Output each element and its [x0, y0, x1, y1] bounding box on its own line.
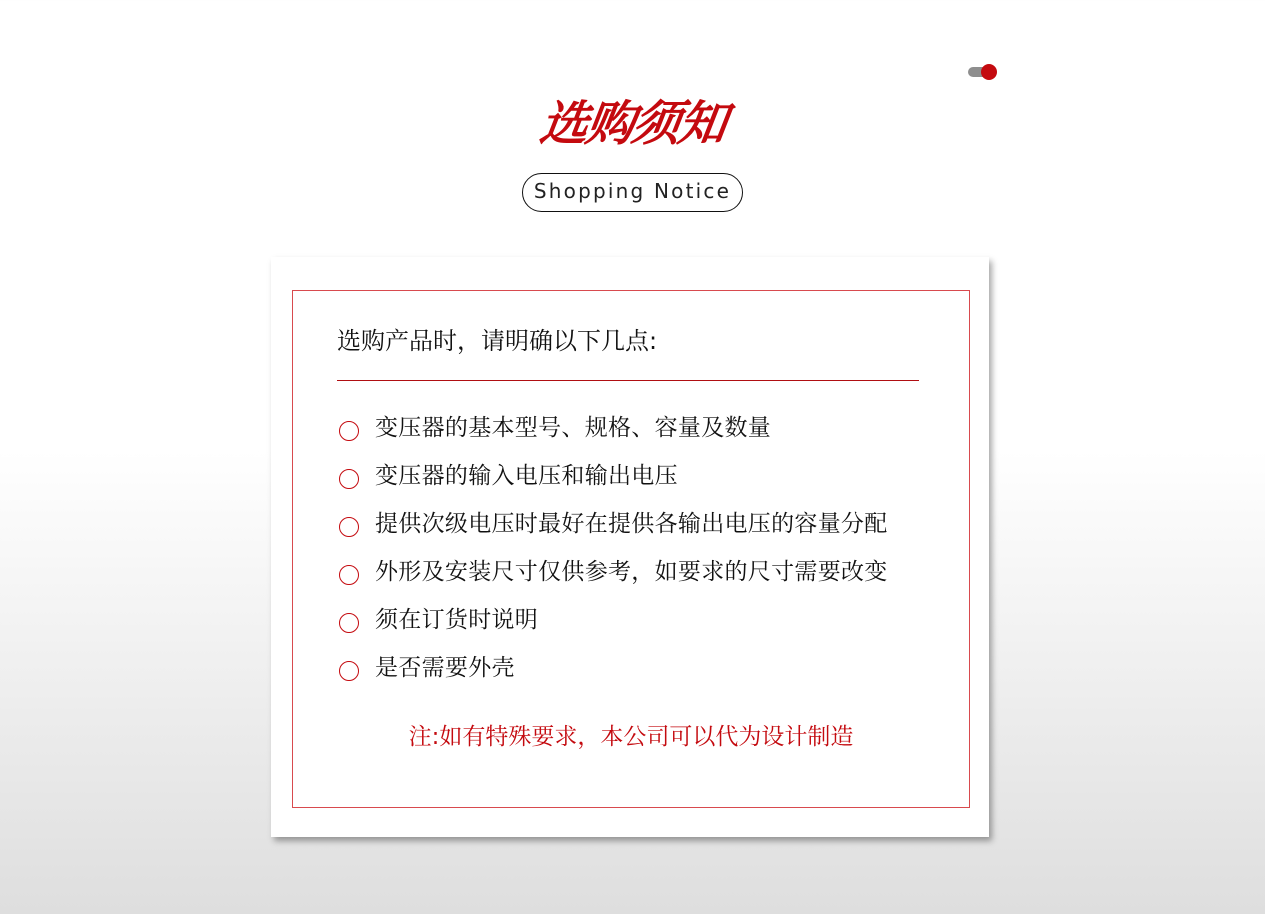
list-item [339, 452, 888, 500]
list-item-text: 变压器的输入电压和输出电压 [375, 463, 678, 489]
list-item-text: 须在订货时说明 [375, 607, 539, 633]
circle-bullet-icon [339, 421, 359, 441]
toggle-knob [981, 64, 997, 80]
list-item-text: 变压器的基本型号、规格、容量及数量 [375, 415, 772, 441]
notice-card [271, 257, 989, 837]
notice-heading: 选购产品时，请明确以下几点: [337, 327, 658, 355]
list-item-text: 是否需要外壳 [375, 655, 515, 681]
list-item-text: 提供次级电压时最好在提供各输出电压的容量分配 [375, 511, 888, 537]
notice-frame [292, 290, 970, 808]
list-item [339, 500, 888, 548]
circle-bullet-icon [339, 661, 359, 681]
circle-bullet-icon [339, 613, 359, 633]
circle-bullet-icon [339, 469, 359, 489]
list-item [339, 548, 888, 596]
circle-bullet-icon [339, 565, 359, 585]
circle-bullet-icon [339, 517, 359, 537]
list-item [339, 404, 888, 452]
heading-divider [337, 380, 919, 381]
special-request-note: 注:如有特殊要求，本公司可以代为设计制造 [408, 724, 854, 750]
notice-list [339, 404, 888, 692]
page-title: 选购须知 [536, 96, 729, 152]
toggle-switch[interactable] [968, 64, 997, 80]
list-item [339, 644, 888, 692]
subtitle-pill: Shopping Notice [522, 173, 743, 212]
subtitle-container [0, 173, 1265, 212]
list-item [339, 596, 888, 644]
list-item-text: 外形及安装尺寸仅供参考，如要求的尺寸需要改变 [375, 559, 888, 585]
